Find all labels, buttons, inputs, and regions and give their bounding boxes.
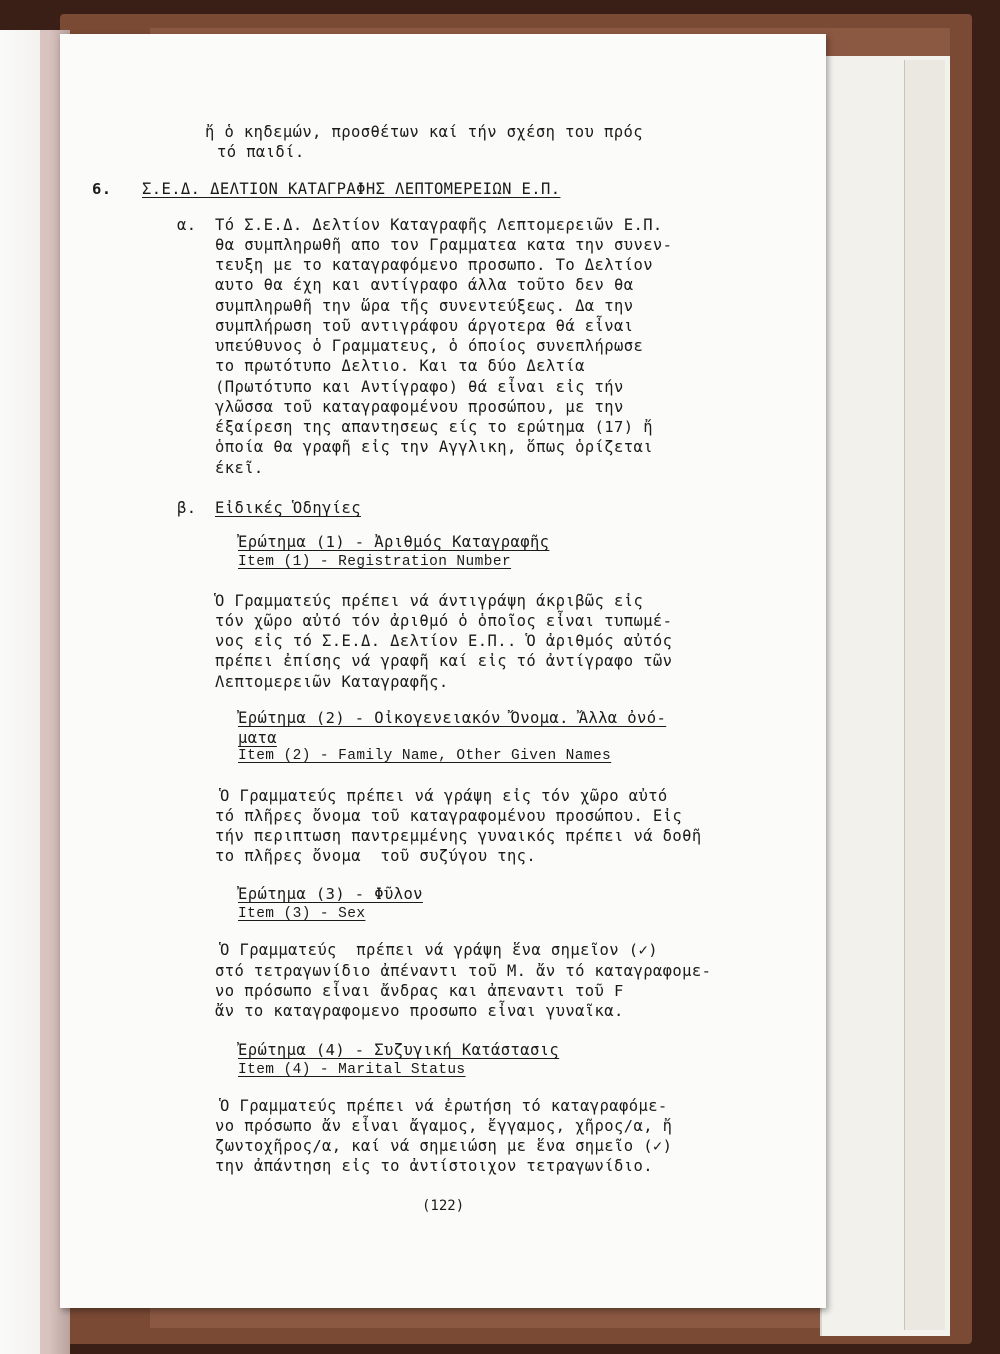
para-a-line: ὁποία θα γραφῆ εἰς την Αγγλικη, ὅπως ὁρίζεται — [215, 438, 653, 456]
item-1-body: Λεπτομερειῶν Καταγραφῆς. — [215, 673, 449, 691]
page-stack-edge-outer — [904, 60, 945, 1330]
item-2-greek-heading-cont: ματα — [238, 729, 277, 747]
item-4-english-heading: Item (4) - Marital Status — [238, 1062, 466, 1078]
para-a-line: θα συμπληρωθῆ απο τον Γραμματεα κατα την συνεν- — [215, 236, 673, 254]
para-a-line: τευξη με το καταγραφόμενο προσωπο. Το Δελτίον — [215, 256, 653, 274]
intro-line: τό παιδί. — [217, 143, 305, 161]
item-2-body: τό πλῆρες ὄνομα τοῦ καταγραφομένου προσώπου. Εἰς — [215, 807, 683, 825]
para-a-line: συμπλήρωση τοῦ αντιγράφου άργοτερα θά εἶναι — [215, 317, 634, 335]
item-3-body: Ὁ Γραμματεύς πρέπει νά γράψη ἕνα σημεῖον (✓) — [220, 941, 658, 959]
item-2-english-heading: Item (2) - Family Name, Other Given Names — [238, 748, 612, 764]
para-a-line: το πρωτότυπο Δελτιο. Και τα δύο Δελτία — [215, 357, 585, 375]
intro-line: ἤ ὁ κηδεμών, προσθέτων καί τήν σχέση του πρός — [205, 123, 643, 141]
item-1-body: πρέπει ἐπίσης νά γραφῆ καί εἰς τό ἀντίγραφο τῶν — [215, 652, 673, 670]
para-a-line: συμπληρωθῆ την ὥρα τῆς συνεντεύξεως. Δα την — [215, 297, 634, 315]
item-3-greek-heading: Ἐρώτημα (3) - Φῦλον — [238, 885, 423, 903]
item-2-body: το πλῆρες ὄνομα τοῦ συζύγου της. — [215, 847, 537, 865]
para-a-marker: α. — [177, 216, 197, 234]
item-4-body: νο πρόσωπο ἄν εἶναι ἄγαμος, ἔγγαμος, χῆρος/α, ἤ — [215, 1117, 673, 1135]
item-3-english-heading: Item (3) - Sex — [238, 906, 366, 922]
item-1-body: τόν χῶρο αὐτό τόν ἀριθμό ὁ ὁποῖος εἶναι τυπωμέ- — [215, 612, 673, 630]
para-a-line: (Πρωτότυπο και Αντίγραφο) θά εἶναι εἰς τήν — [215, 378, 624, 396]
para-b-title: Εἰδικές Ὁδηγίες — [215, 499, 361, 517]
para-a-line: έκεῖ. — [215, 459, 264, 477]
para-a-line: υπεύθυνος ὁ Γραμματευς, ὁ όποίος συνεπλήρωσε — [215, 337, 644, 355]
item-4-body: ζωντοχῆρος/α, καί νά σημειώση με ἕνα σημεῖο (✓) — [215, 1137, 673, 1155]
item-4-body: την ἀπάντηση εἰς το ἀντίστοιχον τετραγωνίδιο. — [215, 1157, 653, 1175]
para-b-marker: β. — [177, 499, 197, 517]
para-a-line: Τό Σ.Ε.Δ. Δελτίον Καταγραφῆς Λεπτομερειῶν Ε.Π. — [215, 216, 663, 234]
item-1-body: Ὁ Γραμματεύς πρέπει νά άντιγράψη άκριβῶς εἰς — [215, 592, 644, 610]
section-number: 6. — [92, 180, 112, 198]
item-3-body: νο πρόσωπο εἶναι ἄνδρας και ἀπεναντι τοῦ F — [215, 982, 624, 1000]
section-title: Σ.Ε.Δ. ΔΕΛΤΙΟΝ ΚΑΤΑΓΡΑΦΗΣ ΛΕΠΤΟΜΕΡΕΙΩΝ Ε.Π. — [142, 180, 561, 198]
item-1-body: νος εἰς τό Σ.Ε.Δ. Δελτίον Ε.Π.. Ὁ ἀριθμός αὐτός — [215, 632, 673, 650]
item-1-greek-heading: Ἐρώτημα (1) - Ἀριθμός Καταγραφῆς — [238, 533, 550, 551]
item-1-english-heading: Item (1) - Registration Number — [238, 554, 512, 570]
page-number: (122) — [422, 1198, 465, 1214]
item-4-body: Ὁ Γραμματεύς πρέπει νά ἐρωτήση τό καταγραφόμε- — [220, 1097, 668, 1115]
item-2-body: Ὁ Γραμματεύς πρέπει νά γράψη εἰς τόν χῶρο αὐτό — [220, 787, 668, 805]
item-3-body: ἄν το καταγραφομενο προσωπο εἶναι γυναῖκα. — [215, 1002, 624, 1020]
item-3-body: στό τετραγωνίδιο ἀπέναντι τοῦ Μ. ἄν τό καταγραφομε- — [215, 962, 712, 980]
document-page — [60, 34, 826, 1308]
item-4-greek-heading: Ἐρώτημα (4) - Συζυγική Κατάστασις — [238, 1041, 560, 1059]
para-a-line: αυτο θα έχη και αντίγραφο άλλα τοῦτο δεν θα — [215, 276, 634, 294]
para-a-line: γλῶσσα τοῦ καταγραφομένου προσώπου, με την — [215, 398, 624, 416]
para-a-line: έξαίρεση της απαντησεως είς το ερώτημα (17) ἤ — [215, 418, 653, 436]
item-2-body: τήν περιπτωση παντρεμμένης γυναικός πρέπει νά δοθῆ — [215, 827, 702, 845]
item-2-greek-heading: Ἐρώτημα (2) - Οἰκογενειακόν Ὄνομα. Ἄλλα ὀνό- — [238, 709, 667, 727]
